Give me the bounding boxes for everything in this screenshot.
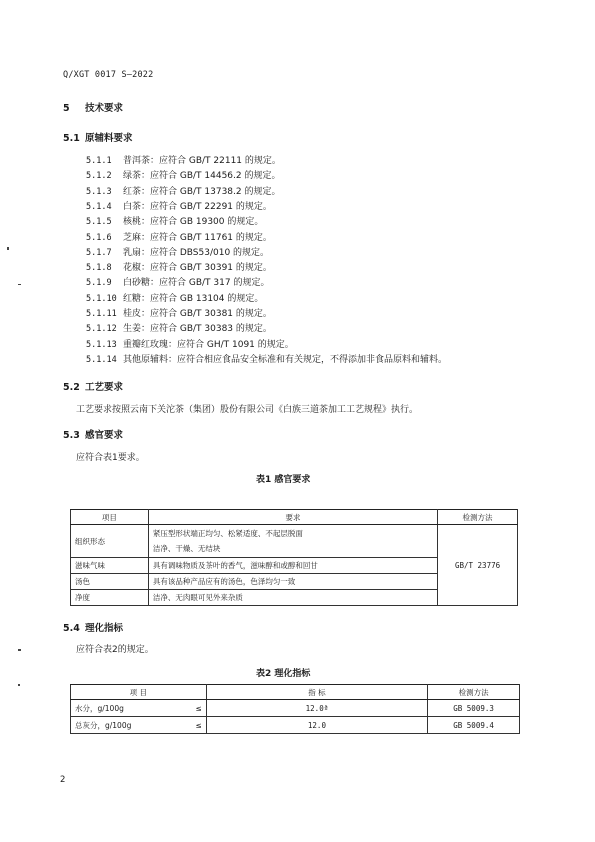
header-method: 检测方法 [428, 685, 520, 700]
section-5-2-heading [63, 379, 123, 393]
cell-operator: ≤ [176, 717, 206, 734]
table-row [71, 525, 518, 558]
list-item [86, 153, 281, 166]
item-text: 生姜：应符合 GB/T 30383 的规定。 [123, 324, 272, 335]
section-title: 感官要求 [85, 430, 124, 441]
cell-requirement: 具有调味物质及茶叶的香气，滋味醇和或醇和回甘 [148, 558, 437, 574]
header-requirement: 要求 [148, 510, 437, 525]
requirement-line: 洁净、干燥、无结块 [152, 544, 221, 553]
cell-item: 净度 [71, 590, 149, 606]
scan-mark [7, 247, 9, 250]
item-number: 5.1.3 [86, 186, 112, 197]
list-item [86, 260, 272, 273]
item-text: 其他原辅料：应符合相应食品安全标准和有关规定，不得添加非食品原料和辅料。 [123, 354, 448, 365]
cell-requirement: 洁净、无肉眼可见外来杂质 [148, 590, 437, 606]
cell-operator: ≤ [176, 700, 206, 717]
cell-requirement [148, 525, 437, 558]
list-item [86, 337, 294, 350]
list-item [86, 275, 269, 288]
item-number: 5.1.4 [86, 201, 112, 212]
list-item [86, 321, 272, 334]
cell-item: 汤色 [71, 574, 149, 590]
item-text: 红茶：应符合 GB/T 13738.2 的规定。 [123, 186, 281, 197]
section-5-heading [63, 100, 123, 114]
item-text: 芝麻：应符合 GB/T 11761 的规定。 [123, 232, 272, 243]
table-row [71, 717, 520, 734]
item-number: 5.1.13 [86, 339, 117, 350]
section-title: 原辅料要求 [85, 133, 133, 144]
requirement-line: 紧压型形状端正均匀、松紧适度、不起层脱面 [152, 529, 303, 538]
sensory-requirement-text: 应符合表1要求。 [76, 453, 145, 463]
list-item [86, 306, 272, 319]
item-number: 5.1.14 [86, 354, 117, 365]
item-text: 红糖：应符合 GB 13104 的规定。 [123, 293, 264, 304]
item-text: 绿茶：应符合 GB/T 14456.2 的规定。 [123, 171, 281, 182]
item-number: 5.1.5 [86, 217, 112, 228]
item-text: 白茶：应符合 GB/T 22291 的规定。 [123, 201, 272, 212]
section-title: 技术要求 [85, 103, 124, 114]
item-text: 重瓣红玫瑰：应符合 GH/T 1091 的规定。 [123, 339, 294, 350]
section-5-1-heading [63, 130, 133, 144]
section-number: 5.1 [63, 133, 80, 144]
list-item [86, 230, 272, 243]
section-title: 理化指标 [85, 623, 124, 634]
header-index: 指 标 [206, 685, 427, 700]
header-item: 项目 [71, 510, 149, 525]
section-number: 5 [63, 103, 70, 114]
page-number: 2 [60, 775, 66, 785]
cell-item: 总灰分，g/100g [71, 717, 177, 734]
item-text: 普洱茶：应符合 GB/T 22111 的规定。 [123, 156, 281, 166]
list-item [86, 291, 263, 304]
item-number: 5.1.6 [86, 232, 112, 243]
cell-item: 滋味气味 [71, 558, 149, 574]
item-text: 核桃：应符合 GB 19300 的规定。 [123, 217, 264, 228]
scan-mark [18, 684, 20, 686]
list-item [86, 214, 263, 227]
table-header-row [71, 510, 518, 525]
document-code: Q/XGT 0017 S—2022 [63, 70, 154, 80]
cell-method: GB/T 23776 [438, 525, 518, 606]
list-item [86, 168, 280, 181]
cell-value: 12.0ª [206, 700, 427, 717]
item-number: 5.1.7 [86, 247, 112, 258]
cell-requirement: 具有该品种产品应有的汤色，色泽均匀一致 [148, 574, 437, 590]
item-number: 5.1.10 [86, 293, 117, 304]
item-text: 乳扇：应符合 DBS53/010 的规定。 [123, 247, 270, 258]
table1-title: 表1 感官要求 [256, 475, 311, 485]
process-requirement-text: 工艺要求按照云南下关沱茶（集团）股份有限公司《白族三道茶加工工艺规程》执行。 [76, 405, 419, 415]
list-item [86, 245, 269, 258]
section-5-4-heading [63, 620, 123, 634]
item-text: 花椒：应符合 GB/T 30391 的规定。 [123, 263, 272, 274]
cell-item: 组织形态 [71, 525, 149, 558]
list-item [86, 352, 447, 365]
item-number: 5.1.9 [86, 278, 112, 289]
scan-mark [18, 649, 21, 651]
item-text: 桂皮：应符合 GB/T 30381 的规定。 [123, 309, 272, 319]
item-number: 5.1.12 [86, 324, 117, 335]
cell-method: GB 5009.3 [428, 700, 520, 717]
item-text: 白砂糖：应符合 GB/T 317 的规定。 [123, 278, 270, 289]
cell-method: GB 5009.4 [428, 717, 520, 734]
item-number: 5.1.8 [86, 263, 112, 274]
cell-item: 水分，g/100g [71, 700, 177, 717]
header-method: 检测方法 [438, 510, 518, 525]
table-row [71, 700, 520, 717]
section-number: 5.2 [63, 382, 80, 393]
section-5-3-heading [63, 427, 123, 441]
item-number: 5.1.1 [86, 156, 112, 166]
section-title: 工艺要求 [85, 382, 124, 393]
physicochemical-text: 应符合表2的规定。 [76, 645, 154, 655]
header-item: 项 目 [71, 685, 207, 700]
cell-value: 12.0 [206, 717, 427, 734]
list-item [86, 184, 280, 197]
sensory-requirements-table [70, 509, 518, 606]
section-number: 5.3 [63, 430, 80, 441]
table2-title: 表2 理化指标 [256, 669, 311, 679]
section-number: 5.4 [63, 623, 80, 634]
scan-mark [18, 284, 21, 285]
physicochemical-table [70, 684, 520, 734]
table-header-row [71, 685, 520, 700]
item-number: 5.1.2 [86, 171, 112, 182]
item-number: 5.1.11 [86, 309, 117, 319]
list-item [86, 199, 272, 212]
